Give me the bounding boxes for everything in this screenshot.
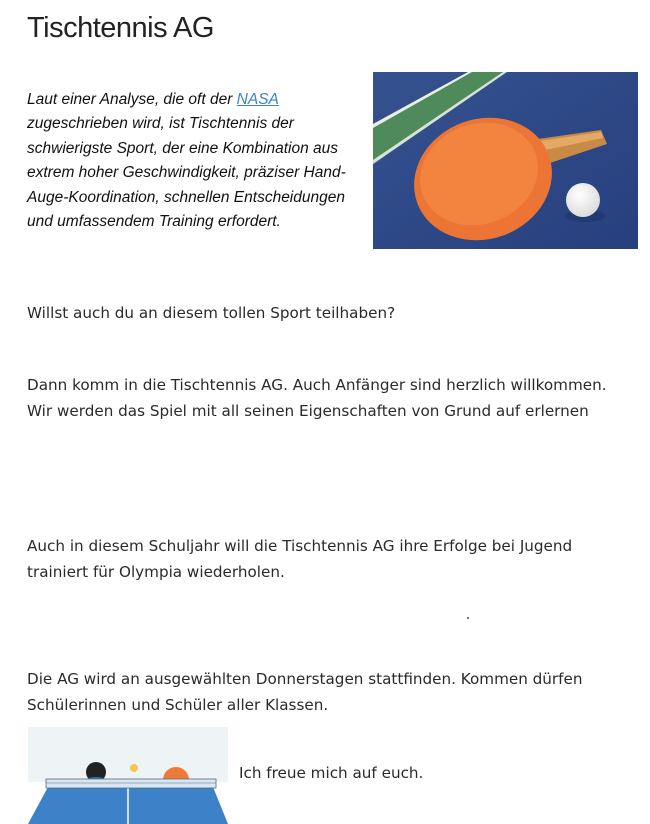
paragraph-schedule: Die AG wird an ausgewählten Donnerstagen stattfinden. Kommen dürfen Schülerinnen und Schüler aller Klassen. <box>27 670 583 714</box>
paragraph-olympia: Auch in diesem Schuljahr will die Tischtennis AG ihre Erfolge bei Jugend trainiert für Olympia wiederholen. <box>27 537 573 581</box>
paragraph-invitation: Dann komm in die Tischtennis AG. Auch Anfänger sind herzlich willkommen. Wir werden das Spiel mit all seinen Eigenschaften von Grund auf erlernen <box>27 376 607 420</box>
intro-text-end: zugeschrieben wird, ist Tischtennis der schwierigste Sport, der eine Kombination aus extrem hoher Geschwindigkeit, präziser Hand-Auge-Koordination, schnellen Entscheidungen und umfassendem Training erfordert. <box>27 115 346 231</box>
intro-text-start: Laut einer Analyse, die oft der <box>27 91 237 108</box>
nasa-link[interactable]: NASA <box>236 91 279 108</box>
table-tennis-scene-image <box>28 727 228 824</box>
speck <box>467 617 469 619</box>
closing-text: Ich freue mich auf euch. <box>239 764 424 782</box>
intro-paragraph <box>27 88 362 234</box>
paddle-photo <box>373 72 638 249</box>
paragraph-question: Willst auch du an diesem tollen Sport teilhaben? <box>27 304 396 322</box>
paddle-ball-image <box>373 72 638 249</box>
players-illustration <box>28 727 228 824</box>
page-title: Tischtennis AG <box>27 12 214 44</box>
ball-icon <box>566 183 600 217</box>
